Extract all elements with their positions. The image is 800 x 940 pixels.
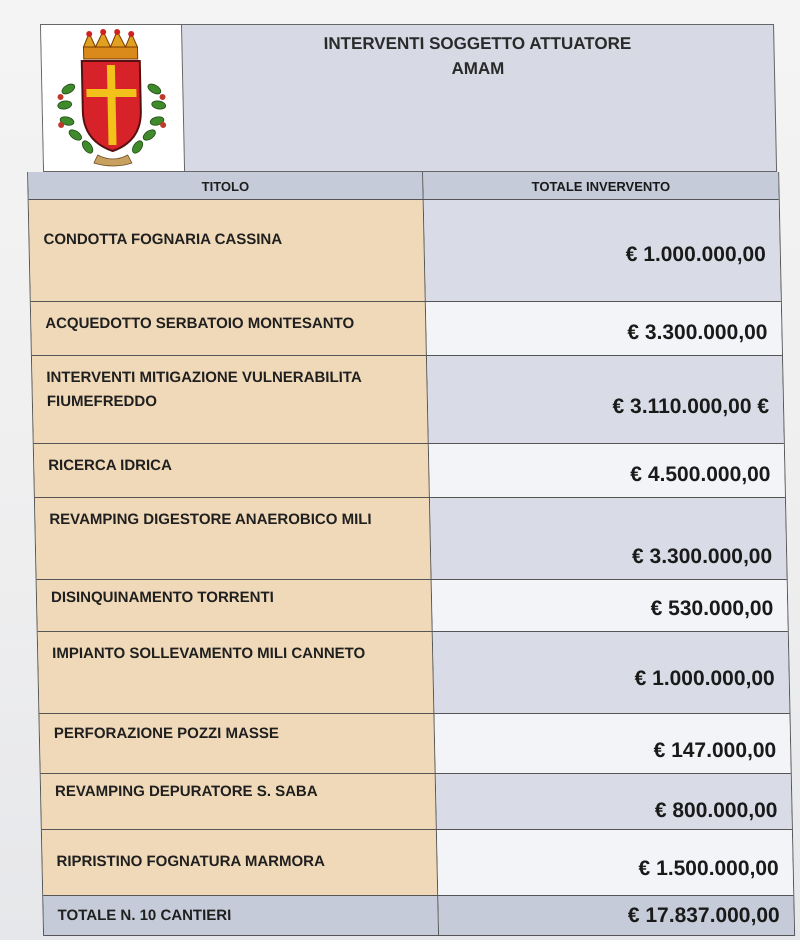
- interventions-table: [27, 172, 795, 936]
- table-row: [38, 632, 790, 714]
- total-amount: € 17.837.000,00: [438, 896, 794, 935]
- table-row: [32, 356, 784, 444]
- title-line-2: AMAM: [451, 59, 505, 78]
- messina-coat-of-arms-icon: [45, 29, 178, 169]
- column-header-titolo: TITOLO: [28, 172, 424, 199]
- column-header-totale: TOTALE INVERVENTO: [423, 172, 779, 199]
- row-amount: € 800.000,00: [436, 774, 792, 829]
- row-amount: € 4.500.000,00: [429, 444, 785, 497]
- table-total-row: [43, 896, 794, 936]
- row-amount: € 147.000,00: [434, 714, 790, 773]
- row-amount: € 3.300.000,00: [430, 498, 787, 579]
- row-title: CONDOTTA FOGNARIA CASSINA: [29, 200, 426, 301]
- row-title: REVAMPING DIGESTORE ANAEROBICO MILI: [35, 498, 432, 579]
- row-title: REVAMPING DEPURATORE S. SABA: [41, 774, 437, 829]
- total-label: TOTALE N. 10 CANTIERI: [43, 896, 439, 935]
- table-row: [37, 580, 788, 632]
- table-row: [29, 200, 781, 302]
- row-amount: € 530.000,00: [432, 580, 788, 631]
- logo-box: [41, 25, 185, 171]
- row-amount: € 1.000.000,00: [433, 632, 790, 713]
- row-amount: € 3.300.000,00: [426, 302, 782, 355]
- document-header: [40, 24, 777, 172]
- row-amount: € 3.110.000,00 €: [427, 356, 784, 443]
- row-title: RICERCA IDRICA: [34, 444, 430, 497]
- row-title: INTERVENTI MITIGAZIONE VULNERABILITA FIUMEFREDDO: [32, 356, 429, 443]
- table-row: [35, 498, 787, 580]
- row-title: DISINQUINAMENTO TORRENTI: [37, 580, 433, 631]
- row-title: ACQUEDOTTO SERBATOIO MONTESANTO: [31, 302, 427, 355]
- row-title: PERFORAZIONE POZZI MASSE: [39, 714, 435, 773]
- row-amount: € 1.500.000,00: [437, 830, 793, 895]
- document-title: [191, 31, 764, 81]
- title-line-1: INTERVENTI SOGGETTO ATTUATORE: [323, 34, 632, 53]
- row-title: IMPIANTO SOLLEVAMENTO MILI CANNETO: [38, 632, 435, 713]
- row-amount: € 1.000.000,00: [424, 200, 781, 301]
- table-row: [34, 444, 785, 498]
- table-row: [39, 714, 790, 774]
- interventions-document: [24, 24, 795, 930]
- table-row: [42, 830, 793, 896]
- table-header-row: [28, 172, 779, 200]
- table-row: [41, 774, 792, 830]
- row-title: RIPRISTINO FOGNATURA MARMORA: [42, 830, 438, 895]
- table-row: [31, 302, 782, 356]
